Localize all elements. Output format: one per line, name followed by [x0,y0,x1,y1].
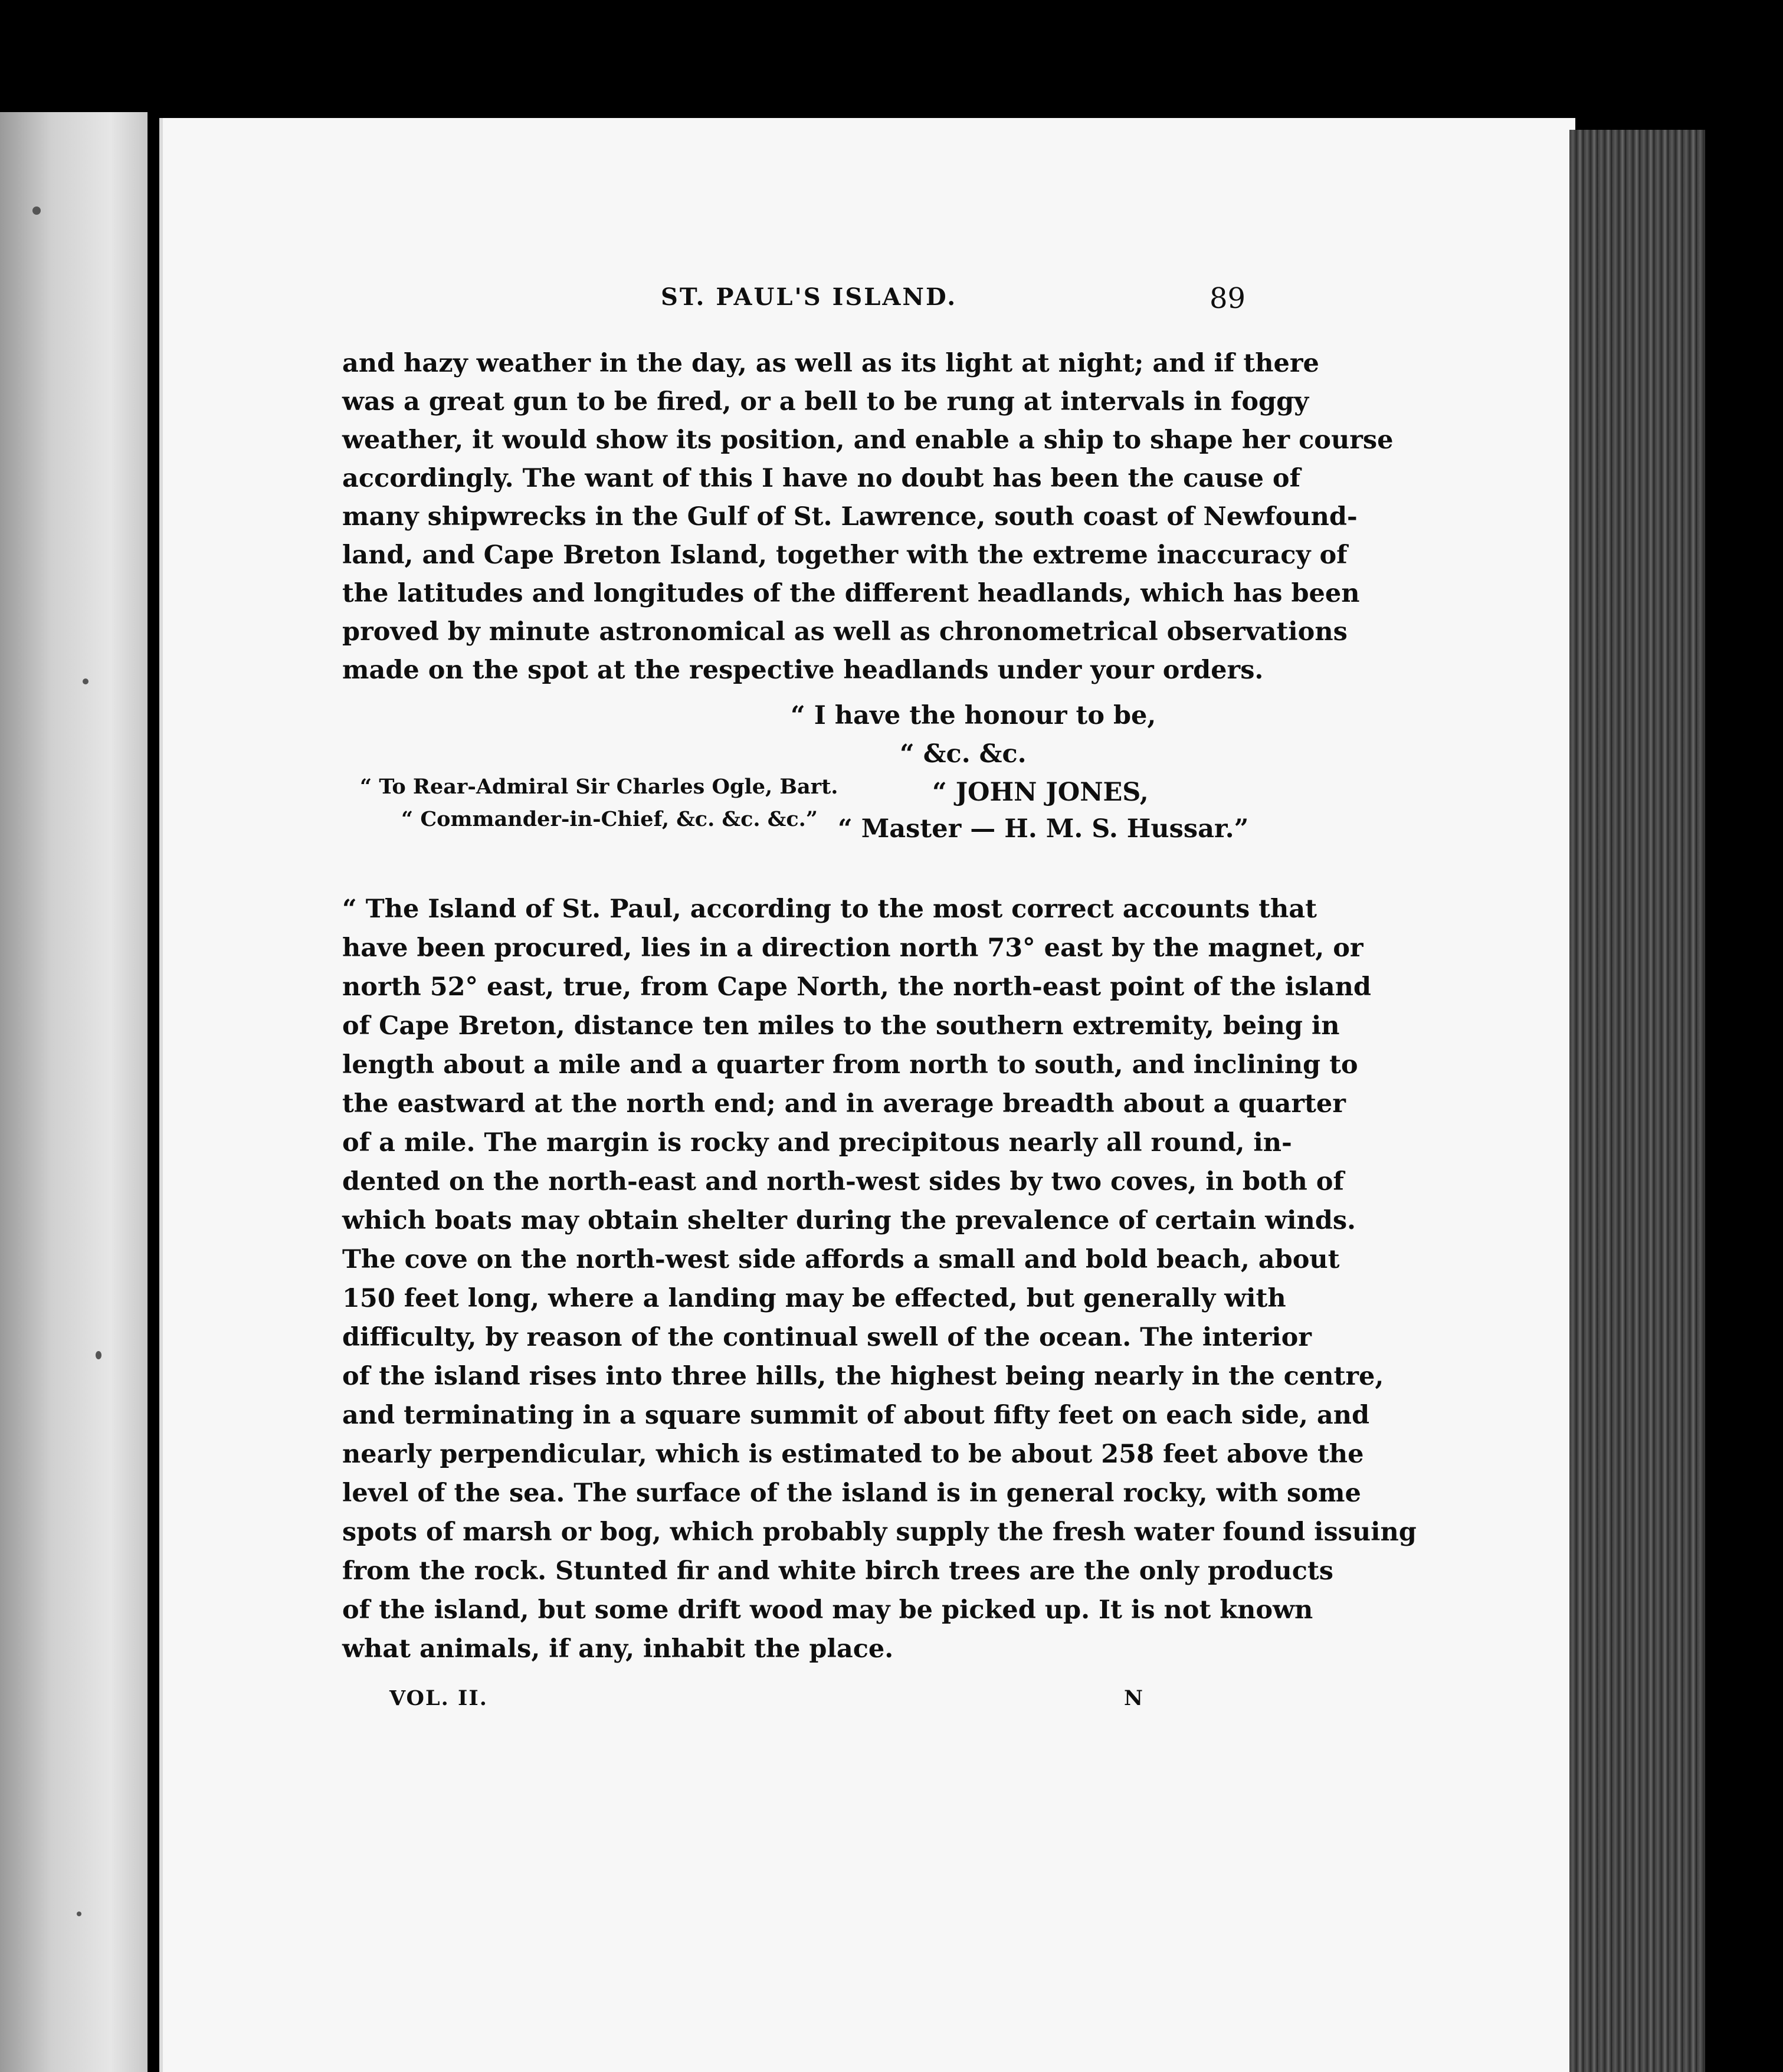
text-line: The cove on the north-west side affords a small and bold beach, about [342,1245,1340,1274]
ink-speck [32,206,41,215]
text-line: proved by minute astronomical as well as chronometrical observations [342,617,1348,647]
text-line: spots of marsh or bog, which probably supply the fresh water found issuing [342,1517,1417,1547]
addressee-line-2: “ Commander-in-Chief, &c. &c. &c.” [401,807,818,831]
text-line: what animals, if any, inhabit the place. [342,1634,894,1664]
text-line: of the island rises into three hills, the highest being nearly in the centre, [342,1362,1384,1391]
page-edges [1569,130,1705,2072]
text-line: dented on the north-east and north-west sides by two coves, in both of [342,1167,1344,1196]
text-line: of the island, but some drift wood may be picked up. It is not known [342,1595,1313,1625]
text-line: accordingly. The want of this I have no doubt has been the cause of [342,464,1301,493]
text-line: many shipwrecks in the Gulf of St. Lawrence, south coast of Newfound- [342,502,1358,532]
scan-background [1705,0,1783,2072]
signature-mark: N [1124,1686,1144,1710]
previous-page-margin [0,112,148,2072]
closing-etc: “ &c. &c. [900,739,1027,769]
ink-speck [77,1912,81,1916]
text-line: the latitudes and longitudes of the different headlands, which has been [342,579,1360,608]
text-line: have been procured, lies in a direction north 73° east by the magnet, or [342,933,1364,963]
text-line: north 52° east, true, from Cape North, the north-east point of the island [342,972,1371,1002]
signature-name: “ JOHN JONES, [932,778,1149,807]
text-line: the eastward at the north end; and in average breadth about a quarter [342,1089,1346,1119]
text-line: and hazy weather in the day, as well as its light at night; and if there [342,349,1319,378]
text-line: length about a mile and a quarter from north to south, and inclining to [342,1050,1358,1080]
ink-speck [83,678,89,684]
text-line: from the rock. Stunted fir and white birch trees are the only products [342,1556,1333,1586]
closing-honour: “ I have the honour to be, [791,701,1156,730]
text-line: made on the spot at the respective headlands under your orders. [342,655,1264,685]
text-line: and terminating in a square summit of about fifty feet on each side, and [342,1401,1370,1430]
text-line: of Cape Breton, distance ten miles to the southern extremity, being in [342,1011,1340,1041]
running-head: ST. PAUL'S ISLAND. [661,283,958,311]
volume-label: VOL. II. [389,1686,488,1710]
text-line: difficulty, by reason of the continual swell of the ocean. The interior [342,1323,1312,1352]
text-line: land, and Cape Breton Island, together with the extreme inaccuracy of [342,540,1348,570]
text-line: of a mile. The margin is rocky and precipitous nearly all round, in- [342,1128,1292,1158]
text-line: weather, it would show its position, and enable a ship to shape her course [342,425,1394,455]
text-line: which boats may obtain shelter during the prevalence of certain winds. [342,1206,1356,1235]
text-line: 150 feet long, where a landing may be effected, but generally with [342,1284,1286,1313]
text-line: level of the sea. The surface of the island is in general rocky, with some [342,1478,1361,1508]
text-line: was a great gun to be fired, or a bell to be rung at intervals in foggy [342,387,1309,417]
ink-speck [96,1351,101,1359]
addressee-line-1: “ To Rear-Admiral Sir Charles Ogle, Bart. [360,775,838,799]
text-line: “ The Island of St. Paul, according to the most correct accounts that [342,894,1317,924]
signature-title: “ Master — H. M. S. Hussar.” [838,814,1249,844]
page-number: 89 [1210,282,1246,315]
text-line: nearly perpendicular, which is estimated to be about 258 feet above the [342,1440,1364,1469]
